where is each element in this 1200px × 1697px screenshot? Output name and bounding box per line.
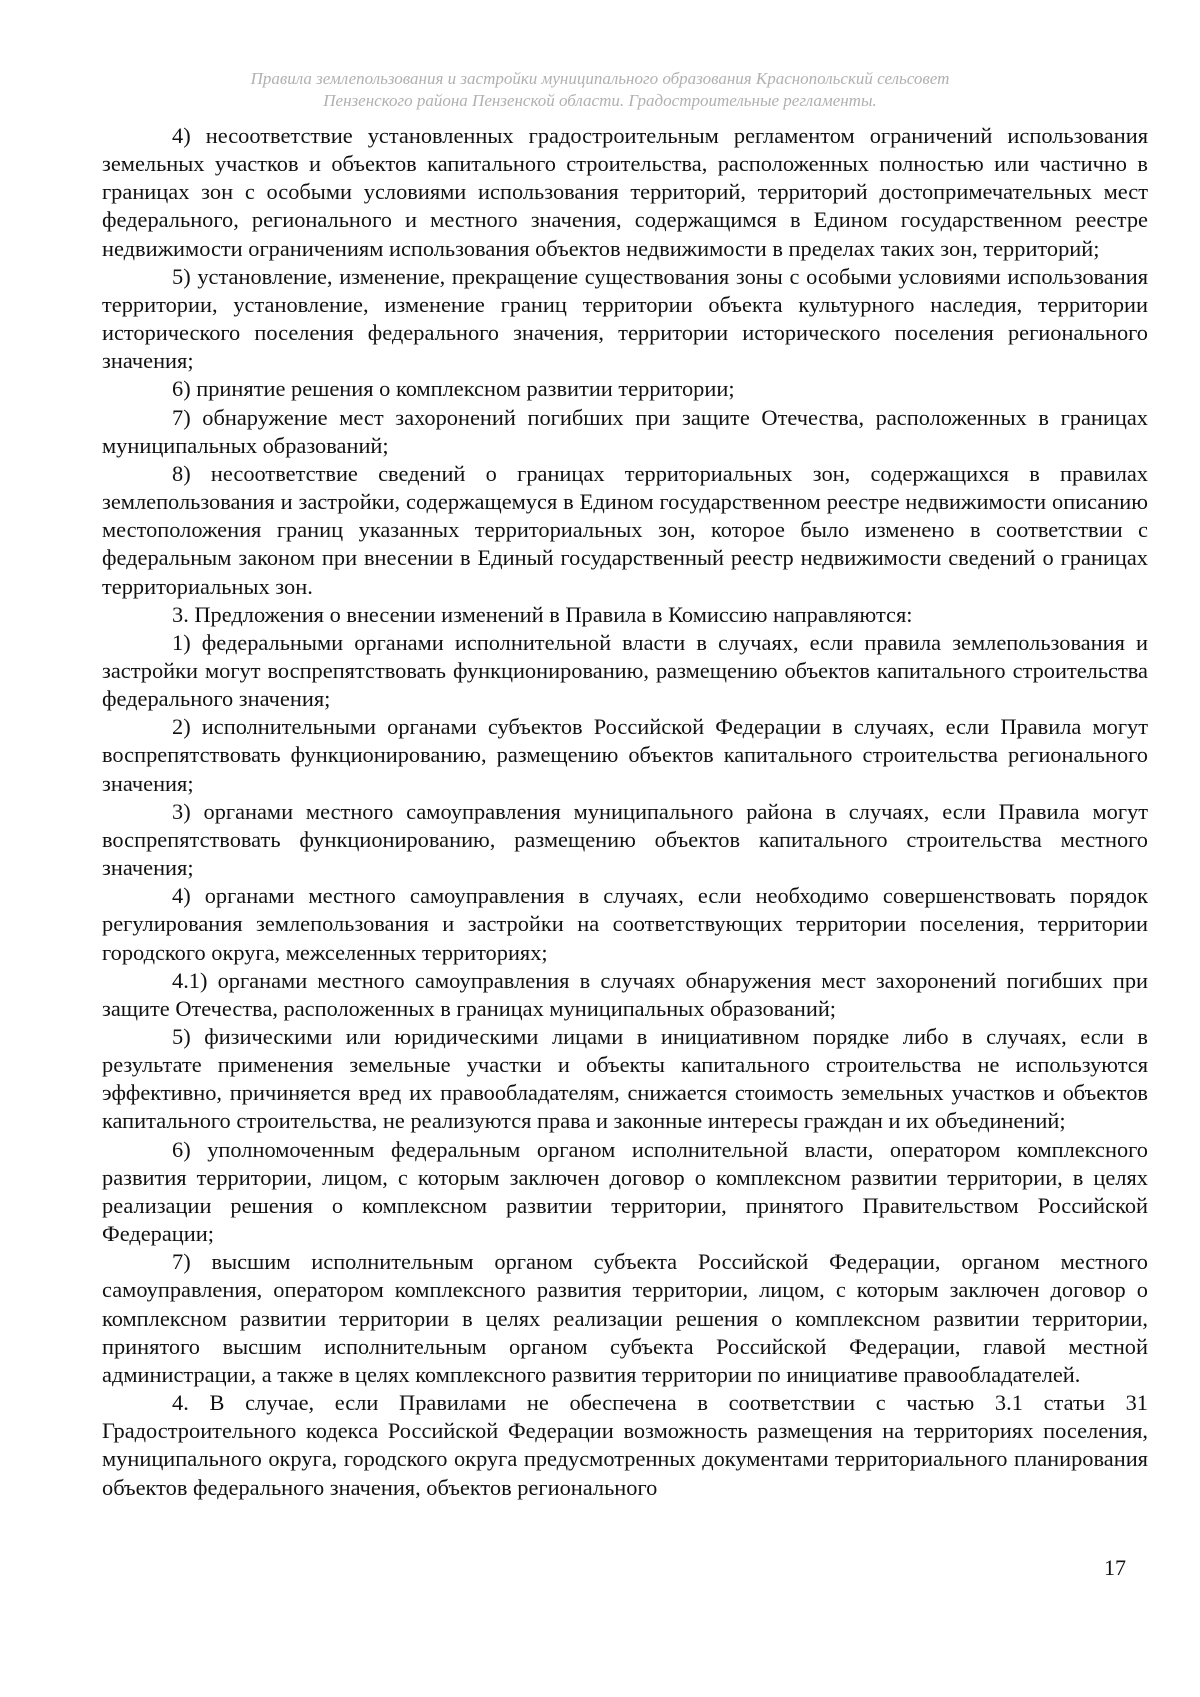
paragraph-proposer-4-local: 4) органами местного самоуправления в случаях, если необходимо совершенствовать порядок регулирования землепользования и застройки на соответствующих территории поселения, территории городского округа, межселенных территориях; (102, 883, 1148, 965)
paragraph-proposer-2-regional: 2) исполнительными органами субъектов Российской Федерации в случаях, если Правила могут воспрепятствовать функционированию, размещению объектов капитального строительства регионального значения; (102, 714, 1148, 796)
paragraph-proposer-4-1-burial: 4.1) органами местного самоуправления в случаях обнаружения мест захоронений погибших при защите Отечества, расположенных в границах муниципальных образований; (102, 967, 1148, 1021)
paragraph-item-8-boundary-mismatch: 8) несоответствие сведений о границах территориальных зон, содержащихся в правилах землепользования и застройки, содержащемуся в Едином государственном реестре недвижимости описанию местоположения границ указанных территориальных зон, которое было изменено в соответствии с федеральным законом при внесении в Единый государственный реестр недвижимости сведений о границах территориальных зон. (102, 460, 1148, 599)
paragraph-proposer-5-persons: 5) физическими или юридическими лицами в инициативном порядке либо в случаях, если в результате применения земельные участки и объекты капитального строительства не используются эффективно, причиняется вред их правообладателям, снижается стоимость земельных участков и объектов капитального строительства, не реализуются права и законные интересы граждан и их объединений; (102, 1024, 1148, 1134)
paragraph-proposer-1-federal: 1) федеральными органами исполнительной власти в случаях, если правила землепользования и застройки могут воспрепятствовать функционированию, размещению объектов капитального строительства федерального значения; (102, 629, 1148, 712)
paragraph-section-4: 4. В случае, если Правилами не обеспечена в соответствии с частью 3.1 статьи 31 Градостроительного кодекса Российской Федерации возможность размещения на территориях поселения, муниципального округа, городского округа предусмотренных документами территориального планирования объектов федерального значения, объектов регионального (102, 1390, 1148, 1500)
paragraph-proposer-3-district: 3) органами местного самоуправления муниципального района в случаях, если Правила могут воспрепятствовать функционированию, размещению объектов капитального строительства местного значения; (102, 798, 1148, 881)
paragraph-item-6-complex-development: 6) принятие решения о комплексном развитии территории; (172, 376, 735, 402)
paragraph-proposer-6-federal-body: 6) уполномоченным федеральным органом исполнительной власти, оператором комплексного развития территории, лицом, с которым заключен договор о комплексном развитии территории, в целях реализации решения о комплексном развитии территории, принятого Правительством Российской Федерации; (102, 1136, 1148, 1247)
paragraph-section-3-proposals: 3. Предложения о внесении изменений в Правила в Комиссию направляются: (172, 601, 913, 627)
body-text (102, 122, 1148, 1502)
paragraph-item-7-burial-sites: 7) обнаружение мест захоронений погибших при защите Отечества, расположенных в границах муниципальных образований; (102, 404, 1148, 458)
page-number: 17 (1104, 1555, 1126, 1580)
running-header-line-1: Правила землепользования и застройки муниципального образования Краснопольский сельсовет (250, 69, 950, 88)
running-header (120, 68, 1080, 112)
paragraph-item-4-noncompliance: 4) несоответствие установленных градостроительным регламентом ограничений использования земельных участков и объектов капитального строительства, расположенных полностью или частично в границах зон с особыми условиями использования территорий, территорий достопримечательных мест федерального, регионального и местного значения, содержащимся в Едином государственном реестре недвижимости ограничениям использования объектов недвижимости в пределах таких зон, территорий; (102, 123, 1148, 261)
running-header-line-2: Пензенского района Пензенской области. Градостроительные регламенты. (323, 91, 877, 110)
paragraph-proposer-7-regional-body: 7) высшим исполнительным органом субъекта Российской Федерации, органом местного самоуправления, оператором комплексного развития территории, лицом, с которым заключен договор о комплексном развитии территории в целях реализации решения о комплексном развитии территории, принятого высшим исполнительным органом субъекта Российской Федерации, главой местной администрации, а также в целях комплексного развития территории по инициативе правообладателей. (102, 1249, 1148, 1387)
paragraph-item-5-zone-changes: 5) установление, изменение, прекращение существования зоны с особыми условиями использования территории, установление, изменение границ территории объекта культурного наследия, территории исторического поселения федерального значения, территории исторического поселения регионального значения; (102, 263, 1148, 374)
